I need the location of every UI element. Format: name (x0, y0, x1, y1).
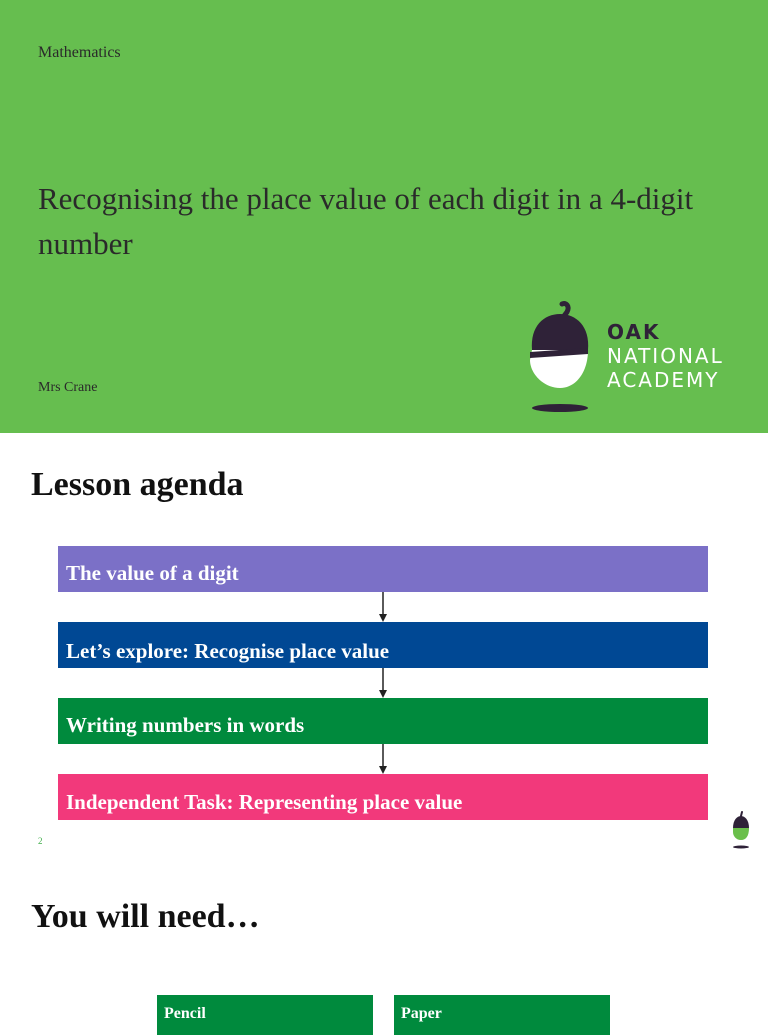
agenda-item-independent-task: Independent Task: Representing place value (58, 774, 708, 820)
page-number: 2 (38, 836, 43, 846)
material-pencil: Pencil (157, 995, 373, 1035)
arrow-down-icon (377, 668, 389, 698)
lesson-title: Recognising the place value of each digit in a 4-digit number (38, 181, 694, 261)
logo-text-oak: OAK (607, 320, 661, 344)
arrow-down-icon (377, 744, 389, 774)
subject-label: Mathematics (38, 44, 121, 61)
agenda-item-writing-numbers: Writing numbers in words (58, 698, 708, 744)
acorn-icon (520, 300, 600, 416)
logo-text-national: NATIONAL (607, 344, 724, 368)
acorn-icon (730, 810, 752, 850)
teacher-name: Mrs Crane (38, 380, 98, 395)
material-paper: Paper (394, 995, 610, 1035)
arrow-down-icon (377, 592, 389, 622)
agenda-item-lets-explore: Let’s explore: Recognise place value (58, 622, 708, 668)
oak-national-academy-logo (520, 300, 750, 416)
agenda-item-value-of-digit: The value of a digit (58, 546, 708, 592)
title-slide (0, 0, 768, 433)
logo-text-academy: ACADEMY (607, 368, 720, 392)
agenda-heading: Lesson agenda (31, 466, 244, 503)
you-will-need-heading: You will need… (31, 898, 260, 935)
